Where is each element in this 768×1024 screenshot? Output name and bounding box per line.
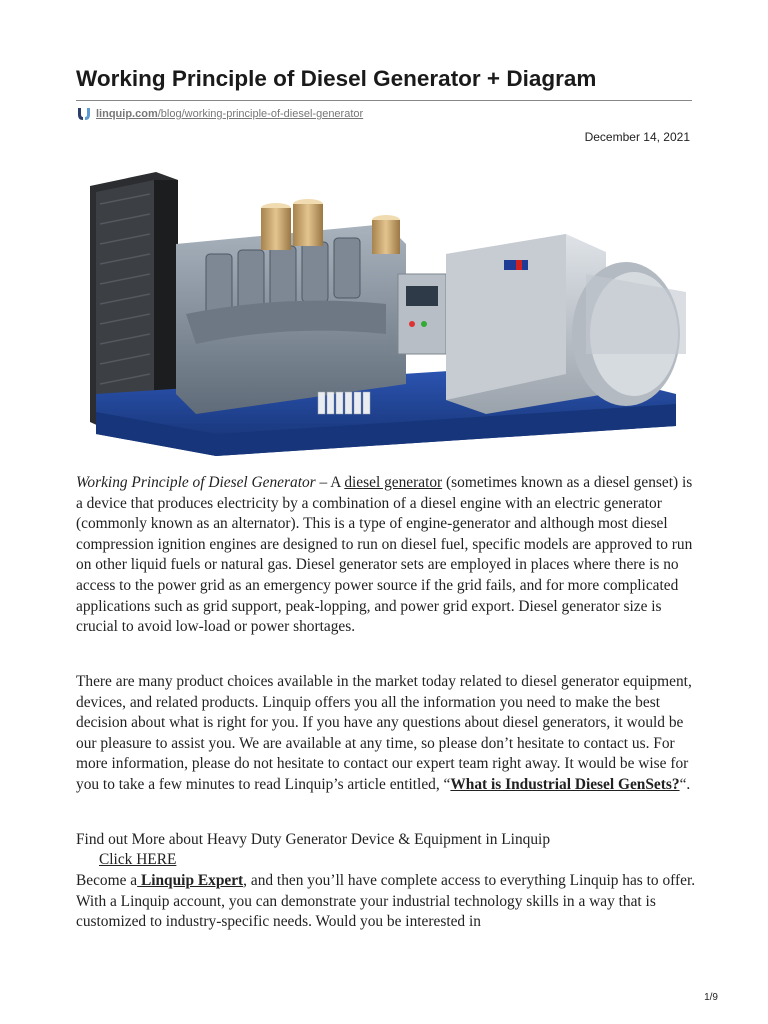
find-out-more-text: Find out More about Heavy Duty Generator Device & Equipment in Linquip: [76, 831, 551, 848]
source-line: [76, 106, 363, 122]
click-here-link[interactable]: Click HERE: [99, 851, 177, 868]
page-title: Working Principle of Diesel Generator + Diagram: [76, 66, 597, 91]
expert-text: , and then you’ll have complete access to everything Linquip has to offer. With a Linquip account, you can demonstrate your industrial technology skills in a way that is customized to industry-specific needs. Would you be interested in: [76, 872, 696, 931]
intro-italic-lead: Working Principle of Diesel Generator: [76, 474, 316, 491]
product-choices-paragraph: [76, 672, 696, 796]
title-divider: [76, 100, 692, 101]
intro-paragraph: [76, 473, 696, 638]
publish-date: December 14, 2021: [584, 130, 690, 144]
linquip-logo-icon: [76, 106, 92, 122]
product-choices-text: There are many product choices available in the market today related to diesel generator equipment, devices, and related products. Linquip offers you all the information you need to make the best decision about what is right for you. If you have any questions about diesel generators, it would be our pleasure to assist you. We are available at any time, so please don’t hesitate to contact us. For more information, please do not hesitate to contact our expert team right away. It would be wise for you to take a few minutes to read Linquip’s article entitled, “: [76, 673, 692, 793]
industrial-gensets-article-link[interactable]: What is Industrial Diesel GenSets?: [450, 775, 680, 793]
article-quote-close: “.: [679, 775, 691, 793]
source-domain: linquip.com: [96, 108, 158, 120]
click-here-line: [99, 850, 299, 871]
expert-lead: Become a: [76, 872, 138, 889]
source-path: /blog/working-principle-of-diesel-generator: [157, 108, 364, 120]
intro-text: (sometimes known as a diesel genset) is a device that produces electricity by a combination of a diesel engine with an electric generator (commonly known as an alternator). This is a type of engine-generator and although most diesel compression ignition engines are designed to run on diesel fuel, specific models are approved to run on other liquid fuels or natural gas. Diesel generator sets are employed in places where there is no access to the power grid as an emergency power source if the grid fails, and for more complicated applications such as grid support, peak-lopping, and power grid export. Diesel generator size is crucial to avoid low-load or power shortages.: [76, 474, 693, 636]
linquip-expert-link[interactable]: Linquip Expert: [137, 872, 244, 889]
source-link[interactable]: [96, 108, 363, 120]
linquip-expert-paragraph: [76, 871, 696, 933]
intro-dash: – A: [315, 474, 345, 491]
page-number: 1/9: [704, 992, 718, 1003]
diesel-generator-link[interactable]: diesel generator: [344, 474, 443, 491]
diesel-generator-photo: [86, 164, 686, 460]
